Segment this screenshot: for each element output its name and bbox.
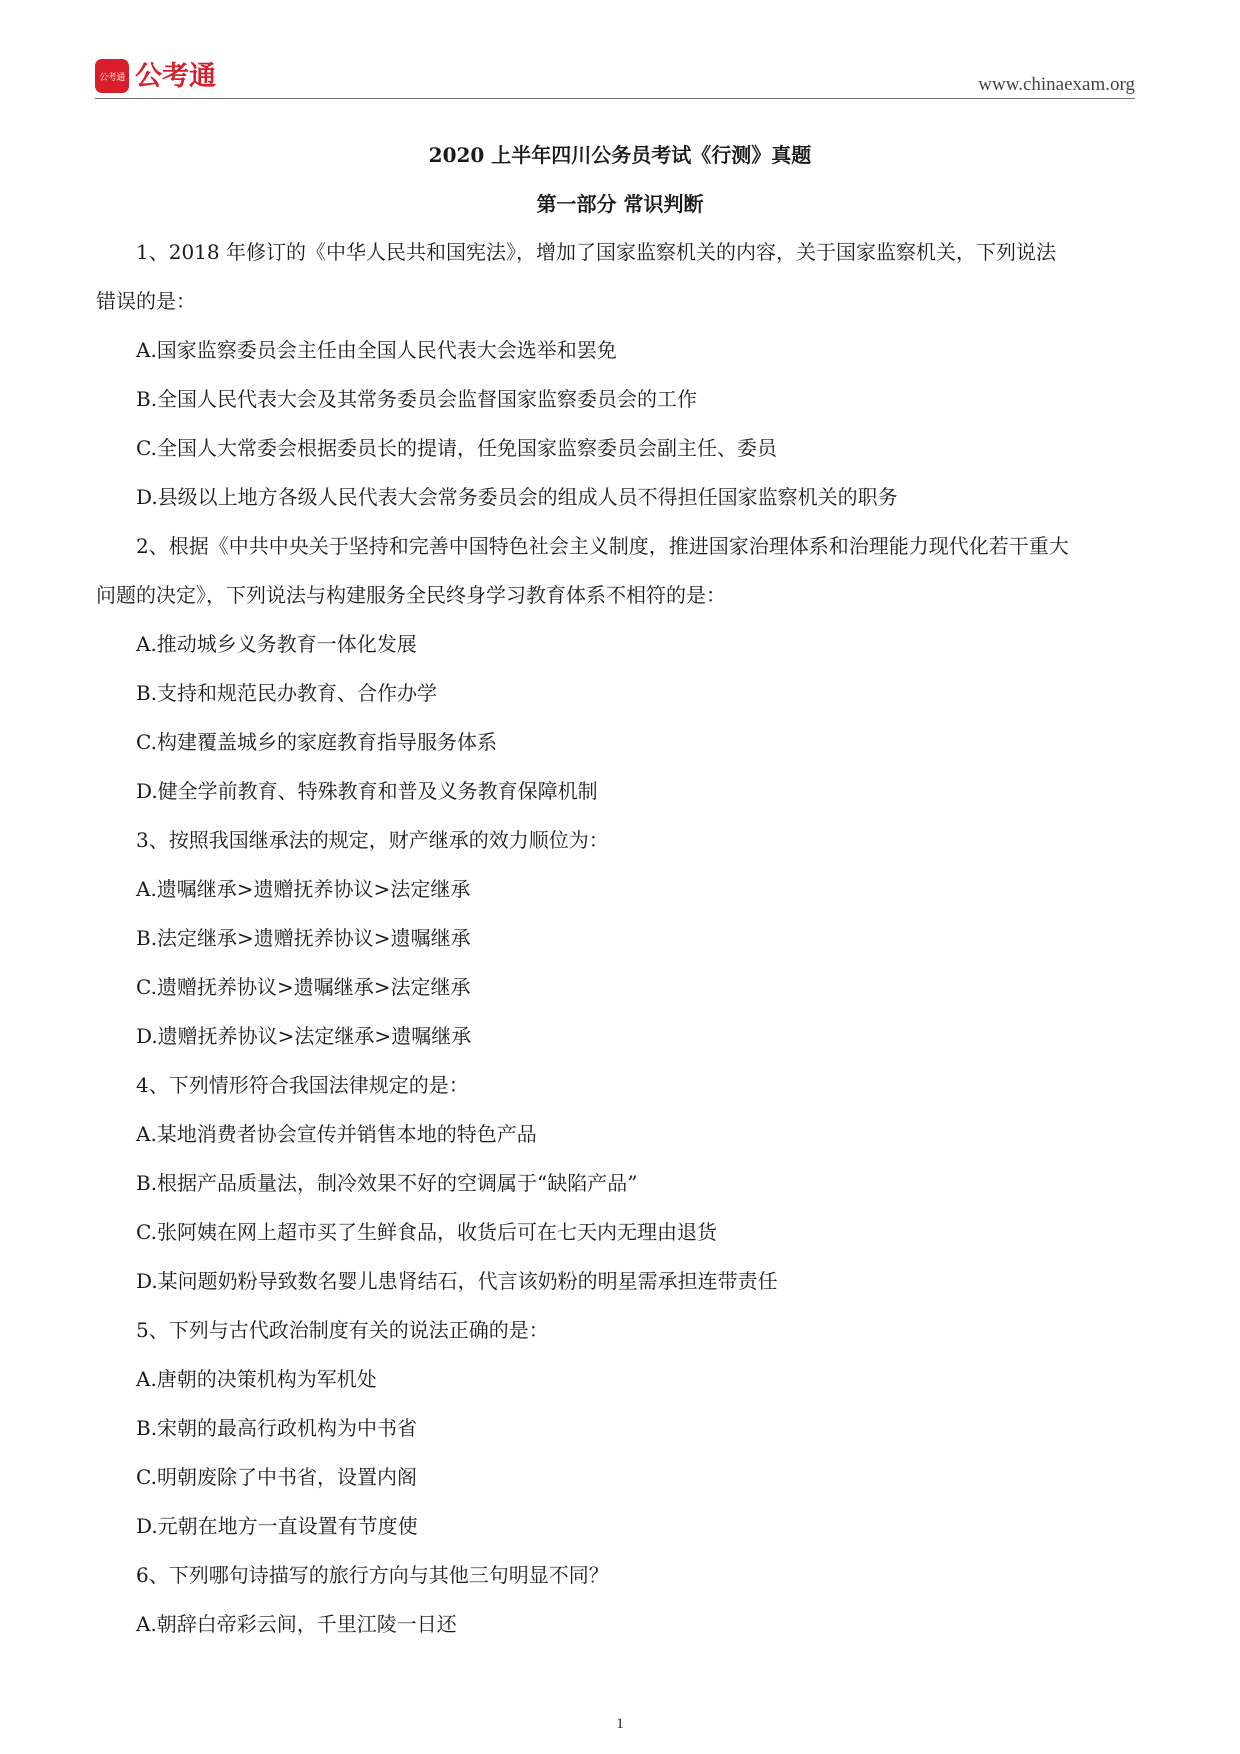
logo-badge: 公考通 bbox=[95, 59, 129, 93]
answer-option: A.朝辞白帝彩云间，千里江陵一日还 bbox=[136, 1612, 457, 1636]
answer-option: C.张阿姨在网上超市买了生鲜食品，收货后可在七天内无理由退货 bbox=[136, 1220, 717, 1244]
site-url: www.chinaexam.org bbox=[978, 74, 1135, 95]
answer-option: D.县级以上地方各级人民代表大会常务委员会的组成人员不得担任国家监察机关的职务 bbox=[136, 485, 898, 509]
answer-option: D.元朝在地方一直设置有节度使 bbox=[136, 1514, 418, 1538]
answer-option: C.全国人大常委会根据委员长的提请，任免国家监察委员会副主任、委员 bbox=[136, 436, 777, 460]
question-list bbox=[96, 228, 1136, 1649]
answer-option: B.支持和规范民办教育、合作办学 bbox=[136, 681, 438, 705]
question-stem: 2、根据《中共中央关于坚持和完善中国特色社会主义制度，推进国家治理体系和治理能力现代化若干重大 bbox=[136, 534, 1069, 558]
answer-option: B.根据产品质量法，制冷效果不好的空调属于“缺陷产品” bbox=[136, 1171, 638, 1195]
question-stem: 3、按照我国继承法的规定，财产继承的效力顺位为： bbox=[136, 828, 609, 852]
answer-option: D.遗赠抚养协议>法定继承>遗嘱继承 bbox=[136, 1024, 472, 1048]
header-divider bbox=[95, 98, 1135, 99]
answer-option: C.遗赠抚养协议>遗嘱继承>法定继承 bbox=[136, 975, 471, 999]
answer-option: C.构建覆盖城乡的家庭教育指导服务体系 bbox=[136, 730, 497, 754]
question-stem: 1、2018 年修订的《中华人民共和国宪法》，增加了国家监察机关的内容，关于国家监察机关，下列说法 bbox=[136, 240, 1056, 264]
section-heading: 第一部分 常识判断 bbox=[536, 192, 704, 216]
question-stem: 5、下列与古代政治制度有关的说法正确的是： bbox=[136, 1318, 549, 1342]
logo-text: 公考通 bbox=[135, 60, 216, 92]
document-title: 2020 上半年四川公务员考试《行测》真题 bbox=[428, 143, 812, 167]
answer-option: B.全国人民代表大会及其常务委员会监督国家监察委员会的工作 bbox=[136, 387, 698, 411]
question-stem: 问题的决定》，下列说法与构建服务全民终身学习教育体系不相符的是： bbox=[96, 583, 726, 607]
answer-option: A.国家监察委员会主任由全国人民代表大会选举和罢免 bbox=[136, 338, 617, 362]
page-header bbox=[95, 58, 1135, 100]
answer-option: A.遗嘱继承>遗赠抚养协议>法定继承 bbox=[136, 877, 471, 901]
answer-option: C.明朝废除了中书省，设置内阁 bbox=[136, 1465, 417, 1489]
question-stem: 6、下列哪句诗描写的旅行方向与其他三句明显不同？ bbox=[136, 1563, 609, 1587]
answer-option: A.推动城乡义务教育一体化发展 bbox=[136, 632, 417, 656]
answer-option: D.某问题奶粉导致数名婴儿患肾结石，代言该奶粉的明星需承担连带责任 bbox=[136, 1269, 778, 1293]
page-number: 1 bbox=[616, 1716, 624, 1732]
question-stem: 错误的是： bbox=[96, 289, 196, 313]
answer-option: B.宋朝的最高行政机构为中书省 bbox=[136, 1416, 418, 1440]
answer-option: D.健全学前教育、特殊教育和普及义务教育保障机制 bbox=[136, 779, 598, 803]
answer-option: B.法定继承>遗赠抚养协议>遗嘱继承 bbox=[136, 926, 471, 950]
answer-option: A.唐朝的决策机构为军机处 bbox=[136, 1367, 377, 1391]
answer-option: A.某地消费者协会宣传并销售本地的特色产品 bbox=[136, 1122, 537, 1146]
question-stem: 4、下列情形符合我国法律规定的是： bbox=[136, 1073, 469, 1097]
logo bbox=[95, 58, 216, 94]
